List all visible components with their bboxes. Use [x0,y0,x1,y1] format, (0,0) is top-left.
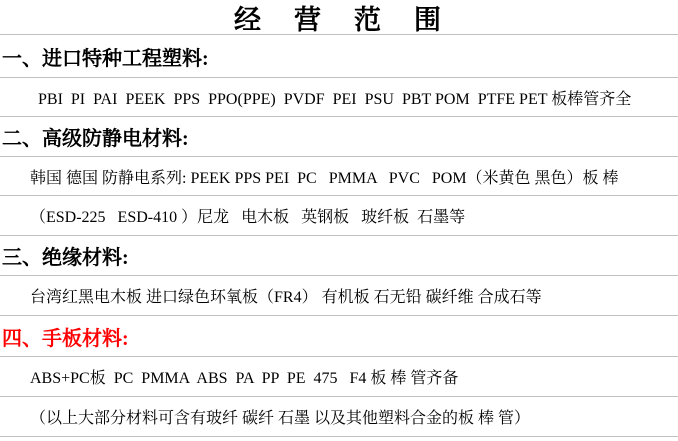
section-1-heading: 一、进口特种工程塑料: [0,35,678,78]
section-2-items-line-2: （ESD-225 ESD-410 ）尼龙 电木板 英钢板 玻纤板 石墨等 [0,196,678,236]
section-4-note: （以上大部分材料可含有玻纤 碳纤 石墨 以及其他塑料合金的板 棒 管） [0,397,678,437]
section-1-items: PBI PI PAI PEEK PPS PPO(PPE) PVDF PEI PSU PBT POM PTFE PET 板棒管齐全 [0,78,678,117]
section-3-items: 台湾红黑电木板 进口绿色环氧板（FR4） 有机板 石无铅 碳纤维 合成石等 [0,276,678,316]
section-4-items: ABS+PC板 PC PMMA ABS PA PP PE 475 F4 板 棒 管齐备 [0,357,678,397]
section-4-heading: 四、手板材料: [0,316,678,357]
section-2-heading: 二、高级防静电材料: [0,117,678,157]
document-title: 经 营 范 围 [0,0,678,35]
section-3-heading: 三、绝缘材料: [0,236,678,276]
section-2-items-line-1: 韩国 德国 防静电系列: PEEK PPS PEI PC PMMA PVC POM（米黄色 黑色）板 棒 [0,157,678,196]
